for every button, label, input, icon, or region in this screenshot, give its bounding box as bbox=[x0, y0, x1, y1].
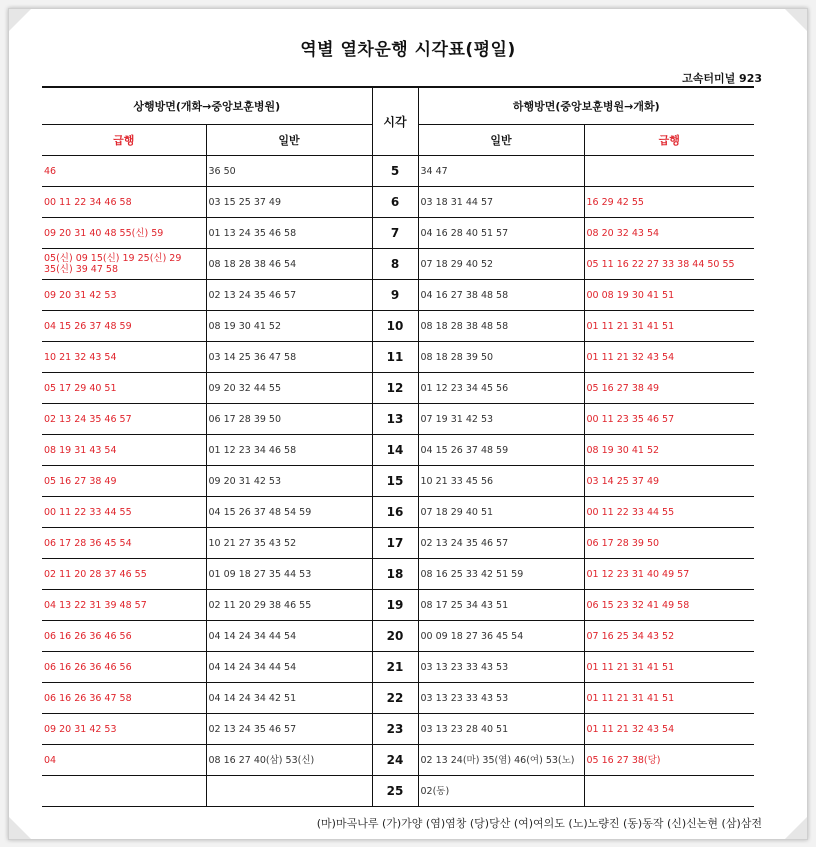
up-express-times: 06 16 26 36 46 56 bbox=[42, 652, 206, 683]
hour-cell: 11 bbox=[372, 342, 418, 373]
hour-cell: 7 bbox=[372, 218, 418, 249]
up-express-times: 02 13 24 35 46 57 bbox=[42, 404, 206, 435]
up-express-times: 09 20 31 42 53 bbox=[42, 714, 206, 745]
timetable-row bbox=[42, 745, 754, 776]
up-express-times bbox=[42, 776, 206, 807]
down-express-times: 08 20 32 43 54 bbox=[584, 218, 754, 249]
page-corner-decoration bbox=[785, 817, 807, 839]
timetable-row bbox=[42, 218, 754, 249]
timetable bbox=[42, 86, 754, 807]
down-express-times: 01 11 21 31 41 51 bbox=[584, 311, 754, 342]
up-express-header: 급행 bbox=[42, 125, 206, 156]
timetable-row bbox=[42, 652, 754, 683]
down-local-times: 04 15 26 37 48 59 bbox=[418, 435, 584, 466]
hour-cell: 6 bbox=[372, 187, 418, 218]
down-express-times bbox=[584, 156, 754, 187]
hour-cell: 23 bbox=[372, 714, 418, 745]
up-express-times: 09 20 31 40 48 55(신) 59 bbox=[42, 218, 206, 249]
up-local-times: 04 14 24 34 44 54 bbox=[206, 652, 372, 683]
hour-header: 시각 bbox=[372, 87, 418, 156]
down-express-times: 01 12 23 31 40 49 57 bbox=[584, 559, 754, 590]
up-local-times: 02 13 24 35 46 57 bbox=[206, 714, 372, 745]
down-express-times: 01 11 21 32 43 54 bbox=[584, 342, 754, 373]
hour-cell: 19 bbox=[372, 590, 418, 621]
hour-cell: 18 bbox=[372, 559, 418, 590]
hour-cell: 10 bbox=[372, 311, 418, 342]
timetable-row bbox=[42, 497, 754, 528]
timetable-row bbox=[42, 311, 754, 342]
down-express-times: 01 11 21 32 43 54 bbox=[584, 714, 754, 745]
up-express-times: 05(신) 09 15(신) 19 25(신) 29 35(신) 39 47 58 bbox=[42, 249, 206, 280]
station-label: 고속터미널 923 bbox=[682, 72, 762, 85]
timetable-row bbox=[42, 466, 754, 497]
down-local-times: 03 18 31 44 57 bbox=[418, 187, 584, 218]
timetable-row bbox=[42, 249, 754, 280]
hour-cell: 21 bbox=[372, 652, 418, 683]
hour-cell: 16 bbox=[372, 497, 418, 528]
down-express-times: 00 08 19 30 41 51 bbox=[584, 280, 754, 311]
down-express-times: 03 14 25 37 49 bbox=[584, 466, 754, 497]
up-local-header: 일반 bbox=[206, 125, 372, 156]
down-express-times: 00 11 22 33 44 55 bbox=[584, 497, 754, 528]
down-express-times: 00 11 23 35 46 57 bbox=[584, 404, 754, 435]
up-local-times: 08 16 27 40(삼) 53(신) bbox=[206, 745, 372, 776]
timetable-row bbox=[42, 590, 754, 621]
hour-cell: 24 bbox=[372, 745, 418, 776]
down-local-times: 08 17 25 34 43 51 bbox=[418, 590, 584, 621]
hour-cell: 17 bbox=[372, 528, 418, 559]
down-local-times: 08 18 28 39 50 bbox=[418, 342, 584, 373]
up-local-times: 09 20 32 44 55 bbox=[206, 373, 372, 404]
up-local-times: 08 18 28 38 46 54 bbox=[206, 249, 372, 280]
up-local-times bbox=[206, 776, 372, 807]
up-express-times: 05 17 29 40 51 bbox=[42, 373, 206, 404]
down-local-times: 00 09 18 27 36 45 54 bbox=[418, 621, 584, 652]
hour-cell: 5 bbox=[372, 156, 418, 187]
up-express-times: 08 19 31 43 54 bbox=[42, 435, 206, 466]
timetable-row bbox=[42, 373, 754, 404]
down-express-times: 06 17 28 39 50 bbox=[584, 528, 754, 559]
up-direction-header: 상행방면(개화→중앙보훈병원) bbox=[42, 87, 372, 125]
down-express-times bbox=[584, 776, 754, 807]
hour-cell: 22 bbox=[372, 683, 418, 714]
up-local-times: 04 14 24 34 44 54 bbox=[206, 621, 372, 652]
up-local-times: 02 11 20 29 38 46 55 bbox=[206, 590, 372, 621]
timetable-row bbox=[42, 714, 754, 745]
station-abbreviation-legend: (마)마곡나루 (가)가양 (염)염창 (당)당산 (여)여의도 (노)노량진 (동)동작 (신)신논현 (삼)삼전 bbox=[316, 817, 762, 830]
down-express-header: 급행 bbox=[584, 125, 754, 156]
down-local-times: 07 18 29 40 51 bbox=[418, 497, 584, 528]
timetable-row bbox=[42, 559, 754, 590]
up-local-times: 02 13 24 35 46 57 bbox=[206, 280, 372, 311]
down-local-times: 02 13 24 35 46 57 bbox=[418, 528, 584, 559]
down-local-times: 03 13 23 28 40 51 bbox=[418, 714, 584, 745]
timetable-row bbox=[42, 280, 754, 311]
down-local-times: 04 16 27 38 48 58 bbox=[418, 280, 584, 311]
timetable-row bbox=[42, 528, 754, 559]
page-corner-decoration bbox=[785, 9, 807, 31]
up-local-times: 01 13 24 35 46 58 bbox=[206, 218, 372, 249]
up-express-times: 04 bbox=[42, 745, 206, 776]
hour-cell: 20 bbox=[372, 621, 418, 652]
down-express-times: 07 16 25 34 43 52 bbox=[584, 621, 754, 652]
down-local-times: 08 18 28 38 48 58 bbox=[418, 311, 584, 342]
timetable-row bbox=[42, 435, 754, 466]
timetable-body bbox=[42, 156, 754, 807]
up-local-times: 03 14 25 36 47 58 bbox=[206, 342, 372, 373]
down-local-times: 02 13 24(마) 35(염) 46(여) 53(노) bbox=[418, 745, 584, 776]
timetable-row bbox=[42, 187, 754, 218]
down-local-times: 34 47 bbox=[418, 156, 584, 187]
down-express-times: 06 15 23 32 41 49 58 bbox=[584, 590, 754, 621]
down-express-times: 01 11 21 31 41 51 bbox=[584, 683, 754, 714]
timetable-row bbox=[42, 156, 754, 187]
up-express-times: 06 16 26 36 46 56 bbox=[42, 621, 206, 652]
up-express-times: 05 16 27 38 49 bbox=[42, 466, 206, 497]
down-local-times: 07 18 29 40 52 bbox=[418, 249, 584, 280]
down-local-times: 04 16 28 40 51 57 bbox=[418, 218, 584, 249]
up-local-times: 01 09 18 27 35 44 53 bbox=[206, 559, 372, 590]
up-express-times: 00 11 22 33 44 55 bbox=[42, 497, 206, 528]
down-local-times: 08 16 25 33 42 51 59 bbox=[418, 559, 584, 590]
timetable-row bbox=[42, 621, 754, 652]
down-local-times: 07 19 31 42 53 bbox=[418, 404, 584, 435]
down-local-times: 03 13 23 33 43 53 bbox=[418, 652, 584, 683]
timetable-row bbox=[42, 776, 754, 807]
down-local-header: 일반 bbox=[418, 125, 584, 156]
up-local-times: 03 15 25 37 49 bbox=[206, 187, 372, 218]
down-local-times: 01 12 23 34 45 56 bbox=[418, 373, 584, 404]
down-local-times: 03 13 23 33 43 53 bbox=[418, 683, 584, 714]
hour-cell: 12 bbox=[372, 373, 418, 404]
up-express-times: 06 17 28 36 45 54 bbox=[42, 528, 206, 559]
hour-cell: 15 bbox=[372, 466, 418, 497]
up-express-times: 04 13 22 31 39 48 57 bbox=[42, 590, 206, 621]
page-corner-decoration bbox=[9, 9, 31, 31]
hour-cell: 8 bbox=[372, 249, 418, 280]
down-express-times: 05 16 27 38(당) bbox=[584, 745, 754, 776]
up-local-times: 01 12 23 34 46 58 bbox=[206, 435, 372, 466]
down-local-times: 10 21 33 45 56 bbox=[418, 466, 584, 497]
down-express-times: 05 16 27 38 49 bbox=[584, 373, 754, 404]
up-local-times: 06 17 28 39 50 bbox=[206, 404, 372, 435]
page-corner-decoration bbox=[9, 817, 31, 839]
timetable-row bbox=[42, 683, 754, 714]
down-express-times: 05 11 16 22 27 33 38 44 50 55 bbox=[584, 249, 754, 280]
up-local-times: 09 20 31 42 53 bbox=[206, 466, 372, 497]
up-express-times: 02 11 20 28 37 46 55 bbox=[42, 559, 206, 590]
hour-cell: 9 bbox=[372, 280, 418, 311]
up-express-times: 10 21 32 43 54 bbox=[42, 342, 206, 373]
up-express-times: 00 11 22 34 46 58 bbox=[42, 187, 206, 218]
up-local-times: 08 19 30 41 52 bbox=[206, 311, 372, 342]
hour-cell: 25 bbox=[372, 776, 418, 807]
up-express-times: 46 bbox=[42, 156, 206, 187]
up-local-times: 04 15 26 37 48 54 59 bbox=[206, 497, 372, 528]
timetable-row bbox=[42, 404, 754, 435]
down-local-times: 02(동) bbox=[418, 776, 584, 807]
up-local-times: 36 50 bbox=[206, 156, 372, 187]
page-title: 역별 열차운행 시각표(평일) bbox=[300, 40, 516, 60]
up-local-times: 04 14 24 34 42 51 bbox=[206, 683, 372, 714]
down-direction-header: 하행방면(중앙보훈병원→개화) bbox=[418, 87, 754, 125]
down-express-times: 01 11 21 31 41 51 bbox=[584, 652, 754, 683]
down-express-times: 16 29 42 55 bbox=[584, 187, 754, 218]
down-express-times: 08 19 30 41 52 bbox=[584, 435, 754, 466]
up-express-times: 09 20 31 42 53 bbox=[42, 280, 206, 311]
up-express-times: 04 15 26 37 48 59 bbox=[42, 311, 206, 342]
up-local-times: 10 21 27 35 43 52 bbox=[206, 528, 372, 559]
hour-cell: 14 bbox=[372, 435, 418, 466]
timetable-row bbox=[42, 342, 754, 373]
up-express-times: 06 16 26 36 47 58 bbox=[42, 683, 206, 714]
hour-cell: 13 bbox=[372, 404, 418, 435]
